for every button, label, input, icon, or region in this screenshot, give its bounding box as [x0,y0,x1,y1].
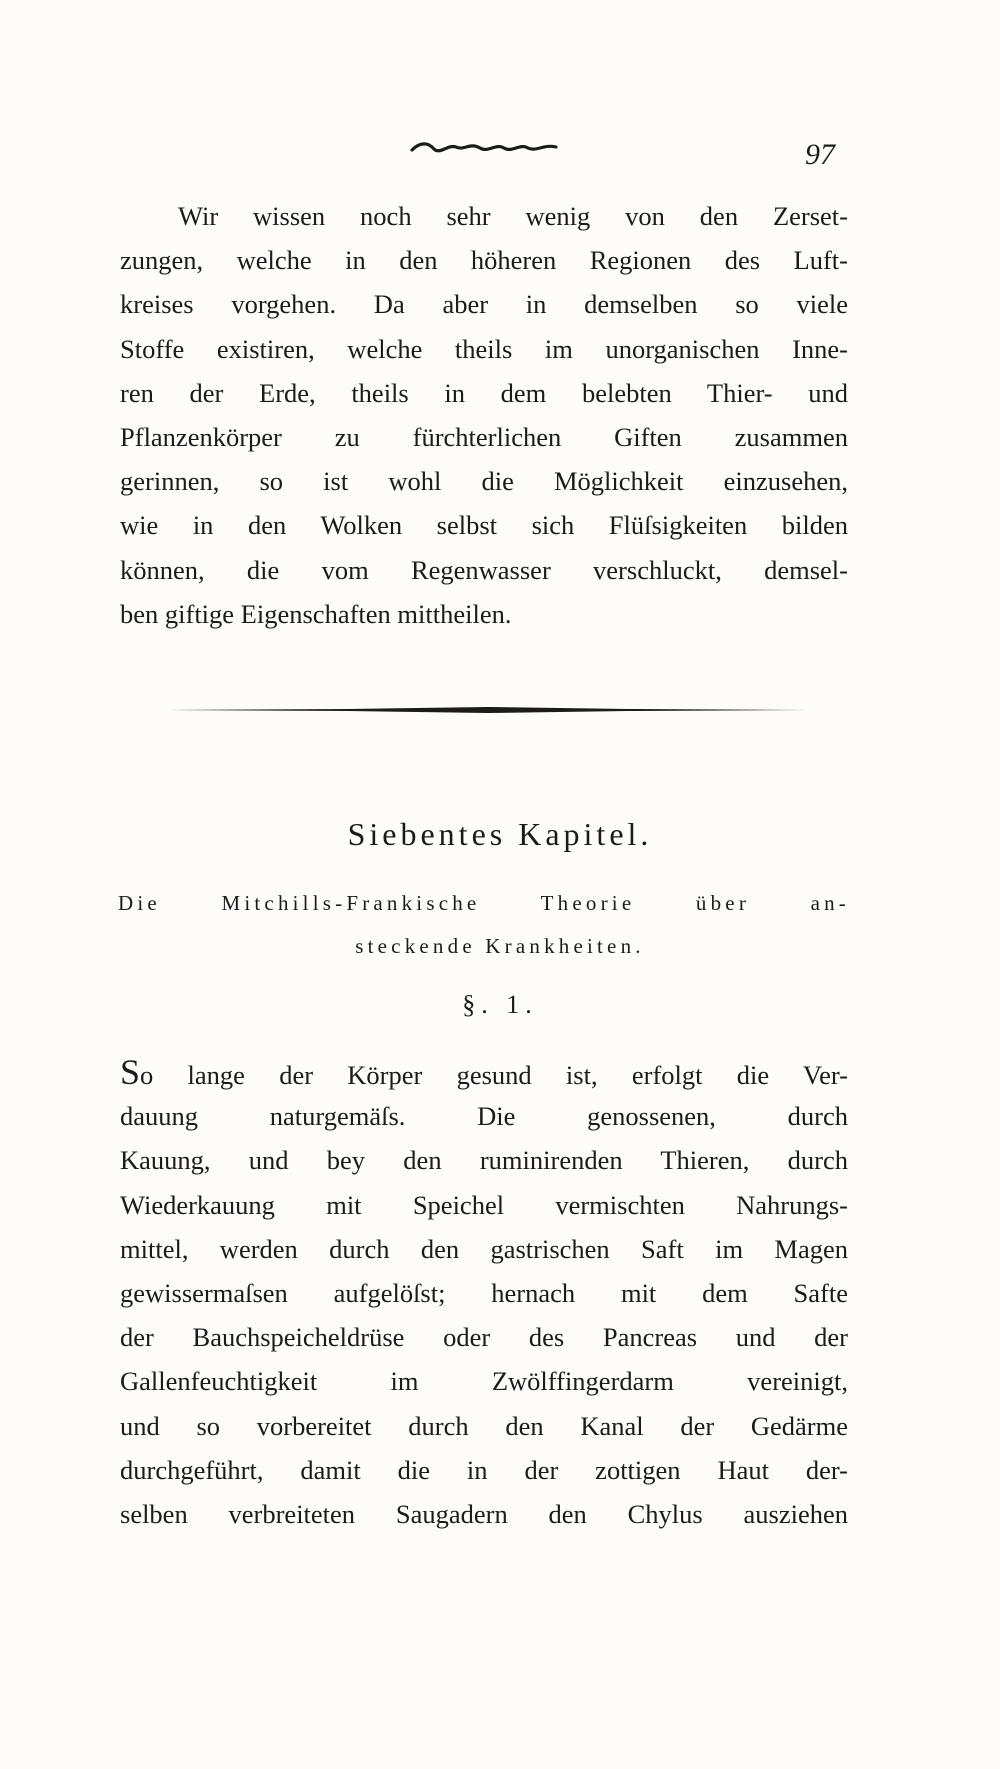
page-number: 97 [805,138,835,171]
text-line: Stoffe existiren, welche theils im unorganischen Inne- [120,333,848,364]
text-line: der Bauchspeicheldrüse oder des Pancreas und der [120,1322,848,1353]
text-line: Kauung, und bey den ruminirenden Thieren, durch [120,1145,848,1176]
text-line: selben verbreiteten Saugadern den Chylus ausziehen [120,1498,848,1529]
text-line: Pflanzenkörper zu fürchterlichen Giften zusammen [120,421,848,452]
text-line: kreises vorgehen. Da aber in demselben so viele [120,289,848,320]
section-number: §. 1. [462,990,538,1019]
text-line: zungen, welche in den höheren Regionen des Luft- [120,245,848,276]
header-ornament [410,138,560,158]
paragraph-previous-chapter [120,194,848,636]
chapter-title: Siebentes Kapitel. [347,816,653,852]
text-line: ben giftige Eigenschaften mittheilen. [120,598,512,629]
text-line: ren der Erde, theils in dem belebten Thier- und [120,377,848,408]
text-line [120,1050,848,1094]
paragraph-chapter-body [120,1050,848,1536]
chapter-subtitle-line: steckende Krankheiten. [355,934,645,958]
text-line: Wiederkauung mit Speichel vermischten Nahrungs- [120,1189,848,1220]
chapter-subtitle-line: Die Mitchills-Frankische Theorie über an- [118,891,850,915]
text-line: und so vorbereitet durch den Kanal der Gedärme [120,1410,848,1441]
chapter-divider-rule [168,707,808,713]
text-line: können, die vom Regenwasser verschluckt, demsel- [120,554,848,585]
text-line: gewissermaſsen aufgelöſst; hernach mit dem Safte [120,1277,848,1308]
text-line: wie in den Wolken selbst sich Flüſsigkeiten bilden [120,510,848,541]
text-line: dauung naturgemäſs. Die genossenen, durch [120,1101,848,1132]
text-line: durchgeführt, damit die in der zottigen Haut der- [120,1454,848,1485]
text-line: gerinnen, so ist wohl die Möglichkeit einzusehen, [120,466,848,497]
text-line-rest: o lange der Körper gesund ist, erfolgt die Ver- [140,1060,848,1090]
text-line: mittel, werden durch den gastrischen Saft im Magen [120,1233,848,1264]
text-line: Gallenfeuchtigkeit im Zwölffingerdarm vereinigt, [120,1366,848,1397]
text-line: Wir wissen noch sehr wenig von den Zerset- [178,201,848,231]
drop-initial: S [120,1052,141,1092]
